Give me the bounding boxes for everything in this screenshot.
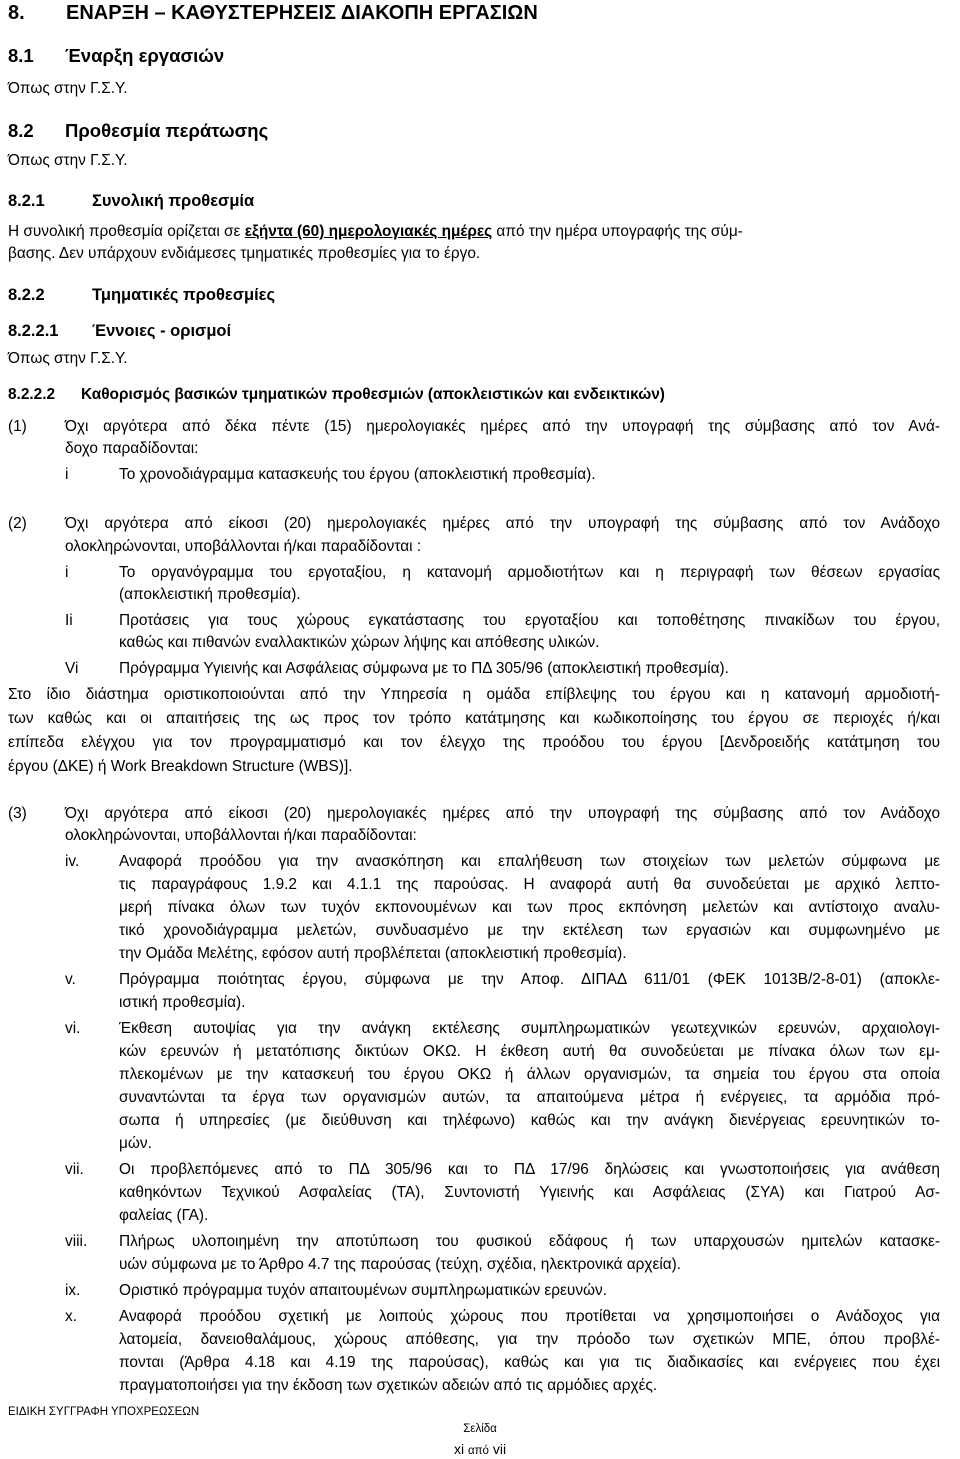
list-item-text: λατομεία, δανειοθαλάμους, χώρους απόθεσης, για την πρόοδο των σχετικών ΜΠΕ, όπου προβλέ- [119,1331,940,1348]
list-item-mark: v. [65,971,76,988]
paragraph-line: των καθώς και οι απαιτήσεις της ως προς τον τρόπο κατάτμησης και κωδικοποίησης του έργου σε περιοχές ή/και [8,710,940,727]
list-item-mark: Ii [65,612,73,629]
footer-page-number [430,1441,530,1457]
list-item-mark: vi. [65,1020,81,1037]
paragraph-line: ολοκληρώνονται, υποβάλλονται ή/και παραδίδονται: [65,827,417,844]
section-number: 8.2.1 [8,192,45,210]
paragraph-number: (3) [8,805,27,822]
chapter-number: 8. [8,2,25,24]
list-item-text: υών σύμφωνα με το Άρθρο 4.7 της παρούσας (τεύχη, σχέδια, ηλεκτρονικά αρχεία). [119,1256,682,1273]
paragraph-line: Όχι αργότερα από είκοσι (20) ημερολογιακές ημέρες από την υπογραφή της σύμβασης από τον Ανάδοχο [65,515,940,532]
current-page: xi [453,1441,465,1457]
list-item-text: μών. [119,1135,152,1152]
list-item-mark: Vi [65,660,79,677]
text-run: Η συνολική προθεσμία ορίζεται σε [8,223,245,240]
list-item-text: τικό χρονοδιάγραμμα μελετών, συνδυασμένο με την εκτέλεση των εργασιών και συμφωνημένο με [119,922,940,939]
list-item-text: Προτάσεις για τους χώρους εγκατάστασης του εργοταξίου και τοποθέτησης πινακίδων του έργου, [119,612,940,629]
section-body-8-2-2-1: Όπως στην Γ.Σ.Υ. [8,350,128,367]
list-item-text: μερή πίνακα όλων των τυχόν εκπονουμένων και των προς εκπόνηση μελετών και αντίστοιχο αναλυ- [119,899,940,916]
section-heading-8-2-2-1 [8,322,232,341]
paragraph-line: δοχο παραδίδονται: [65,440,199,457]
list-item-mark: vii. [65,1161,84,1178]
list-item-text: την Ομάδα Μελέτης, εφόσον αυτή προβλέπεται (αποκλειστική προθεσμία). [119,945,627,962]
section-heading-8-2 [8,120,269,142]
section-title: Τμηματικές προθεσμίες [92,286,276,304]
section-body-8-2-1-line2: βασης. Δεν υπάρχουν ενδιάμεσες τμηματικές προθεσμίες για το έργο. [8,245,481,262]
section-heading-8-2-2-2 [8,386,665,404]
section-body-8-2: Όπως στην Γ.Σ.Υ. [8,152,128,169]
list-item-text: πραγματοποιήσει για την έκδοση των σχετικών αδειών από τις αρμόδιες αρχές. [119,1377,658,1394]
list-item-text: Πρόγραμμα ποιότητας έργου, σύμφωνα με την Αποφ. ΔΙΠΑΔ 611/01 (ΦΕΚ 1013Β/2-8-01) (αποκλε- [119,971,940,988]
section-title: Έννοιες - ορισμοί [92,322,232,340]
footer-document-title: ΕΙΔΙΚΗ ΣΥΓΓΡΑΦΗ ΥΠΟΧΡΕΩΣΕΩΝ [8,1406,200,1418]
list-item-text: Πλήρως υλοποιημένη την αποτύπωση του φυσικού εδάφους ή των υπαρχουσών ημιτελών κατασκε- [119,1233,940,1250]
chapter-heading [8,2,538,25]
section-heading-8-1 [8,45,225,67]
list-item-mark: x. [65,1308,77,1325]
text-run: από την ημέρα υπογραφής της σύμ- [492,223,743,240]
chapter-title: ΕΝΑΡΞΗ – ΚΑΘΥΣΤΕΡΗΣΕΙΣ ΔΙΑΚΟΠΗ ΕΡΓΑΣΙΩΝ [66,2,538,24]
section-body-8-1: Όπως στην Γ.Σ.Υ. [8,80,128,97]
paragraph-line: Όχι αργότερα από είκοσι (20) ημερολογιακές ημέρες από την υπογραφή της σύμβασης από τον Ανάδοχο [65,805,940,822]
list-item-mark: viii. [65,1233,88,1250]
list-item-text: σωπα ή υπηρεσίες (με διεύθυνση και τηλέφωνο) καθώς και την ανάγκη διενέργειας ερευνητικών το- [119,1112,940,1129]
list-item-text: Το χρονοδιάγραμμα κατασκευής του έργου (αποκλειστική προθεσμία). [119,466,596,483]
section-number: 8.2 [8,120,34,141]
section-body-8-2-1-line1 [8,223,940,241]
list-item-text: Πρόγραμμα Υγιεινής και Ασφάλειας σύμφωνα με το ΠΔ 305/96 (αποκλειστική προθεσμία). [119,660,729,677]
list-item-text: κών ερευνών ή μετατόπισης δικτύων ΟΚΩ. Η έκθεση αυτή θα συνοδεύεται με πίνακα όλων των εμ- [119,1043,940,1060]
paragraph-line: Στο ίδιο διάστημα οριστικοποιούνται από την Υπηρεσία η ομάδα επίβλεψης του έργου και η κατανομή αρμοδιοτή- [8,686,940,703]
list-item-mark: i [65,564,69,581]
list-item-text: Οι προβλεπόμενες από το ΠΔ 305/96 και το ΠΔ 17/96 δηλώσεις και γνωστοποιήσεις για ανάθεση [119,1161,940,1178]
list-item-mark: i [65,466,69,483]
total-pages: vii [492,1441,507,1457]
section-title: Έναρξη εργασιών [65,45,225,66]
paragraph-number: (2) [8,515,27,532]
section-number: 8.1 [8,45,34,66]
section-title: Προθεσμία περάτωσης [65,120,269,141]
section-heading-8-2-2 [8,286,276,305]
list-item-text: Αναφορά προόδου για την ανασκόπηση και επαλήθευση των στοιχείων των μελετών σύμφωνα με [119,853,940,870]
list-item-text: φαλείας (ΓΑ). [119,1207,209,1224]
list-item-mark: ix. [65,1282,81,1299]
section-title: Καθορισμός βασικών τμηματικών προθεσμιών (αποκλειστικών και ενδεικτικών) [81,386,665,403]
page-of-label: από [467,1445,489,1457]
list-item-mark: iv. [65,853,80,870]
section-heading-8-2-1 [8,192,255,211]
list-item-text: (αποκλειστική προθεσμία). [119,586,301,603]
paragraph-line: έργου (ΔΚΕ) ή Work Breakdown Structure (WBS)]. [8,758,353,775]
list-item-text: Έκθεση αυτοψίας για την ανάγκη εκτέλεσης συμπληρωματικών γεωτεχνικών ερευνών, αρχαιολογι- [119,1020,940,1037]
section-title: Συνολική προθεσμία [92,192,255,210]
deadline-emphasis: εξήντα (60) ημερολογιακές ημέρες [244,223,493,240]
list-item-text: πονται (Άρθρα 4.18 και 4.19 της παρούσας), καθώς και για τις διαδικασίες και ενέργειες που έχει [119,1354,940,1371]
list-item-text: τις παραγράφους 1.9.2 και 4.1.1 της παρούσας. Η αναφορά αυτή θα συνοδεύεται με αρχικό λεπτο- [119,876,940,893]
section-number: 8.2.2.1 [8,322,59,340]
list-item-text: καθηκόντων Τεχνικού Ασφαλείας (ΤΑ), Συντονιστή Υγιεινής και Ασφάλειας (ΣΥΑ) και Γιατρού Ασ- [119,1184,940,1201]
list-item-text: Οριστικό πρόγραμμα τυχόν απαιτουμένων συμπληρωματικών ερευνών. [119,1282,607,1299]
section-number: 8.2.2 [8,286,45,304]
list-item-text: Αναφορά προόδου σχετική με λοιπούς χώρους που προτίθεται να χρησιμοποιήσει ο Ανάδοχος για [119,1308,940,1325]
section-number: 8.2.2.2 [8,386,56,403]
paragraph-line: ολοκληρώνονται, υποβάλλονται ή/και παραδίδονται : [65,538,422,555]
list-item-text: ιστική προθεσμία). [119,994,246,1011]
paragraph-line: επίπεδα ελέγχου για τον προγραμματισμό και τον έλεγχο της προόδου του έργου [Δενδροειδής κατάτμηση του [8,734,940,751]
list-item-text: καθώς και πιθανών εναλλακτικών χώρων λήψης και απόθεσης υλικών. [119,634,600,651]
footer-page-label: Σελίδα [463,1423,497,1435]
paragraph-line: Όχι αργότερα από δέκα πέντε (15) ημερολογιακές ημέρες από την υπογραφή της σύμβασης από τον Ανά- [65,418,940,435]
list-item-text: Το οργανόγραμμα του εργοταξίου, η κατανομή αρμοδιοτήτων και η περιγραφή των θέσεων εργασίας [119,564,940,581]
list-item-text: συναντώνται τα έργα των οργανισμών αυτών, τα απαιτούμενα μέτρα ή ενέργειες, τα αρμόδια πρό- [119,1089,940,1106]
paragraph-number: (1) [8,418,27,435]
list-item-text: πλεκομένων με την κατασκευή του έργου ΟΚΩ ή άλλων οργανισμών, τα σημεία του έργου στα οποία [119,1066,940,1083]
